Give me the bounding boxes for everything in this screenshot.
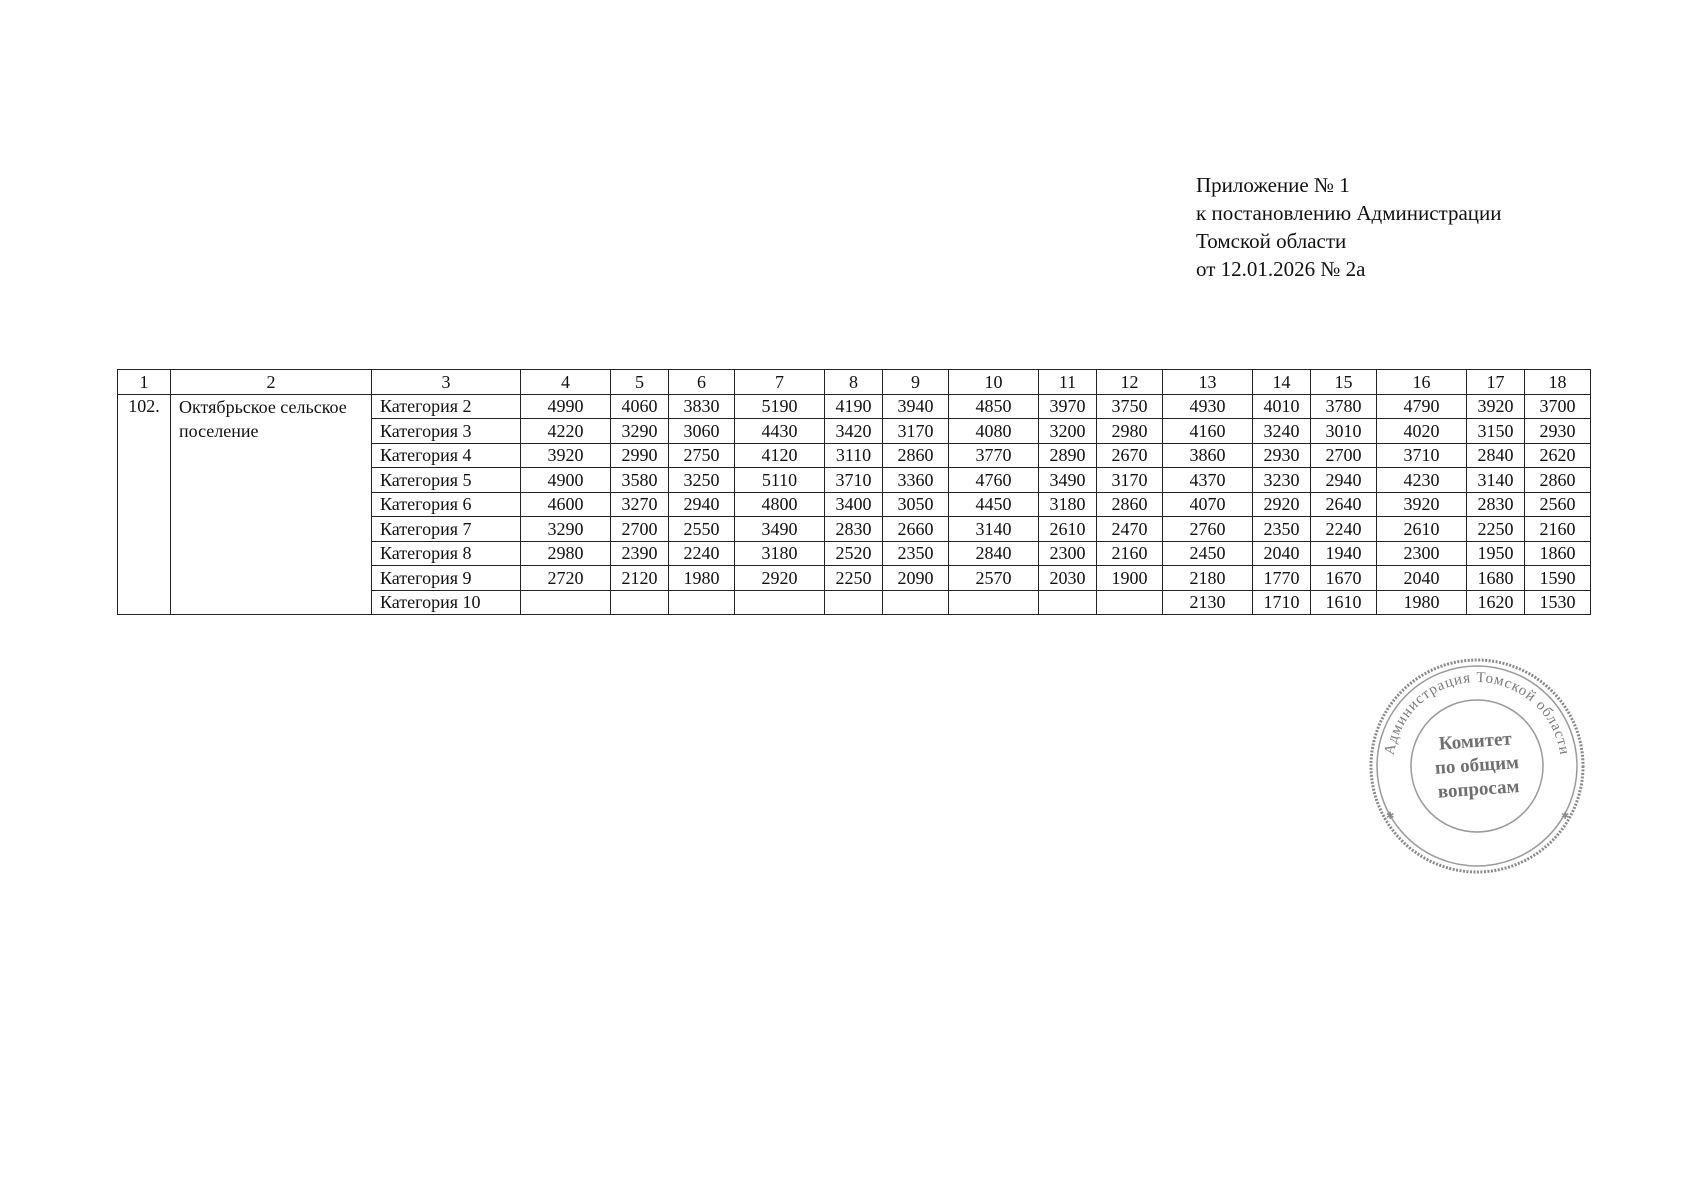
value-cell bbox=[949, 590, 1039, 615]
value-cell bbox=[1039, 590, 1097, 615]
value-cell: 2920 bbox=[1253, 492, 1311, 517]
value-cell bbox=[883, 590, 949, 615]
value-cell: 2980 bbox=[1097, 419, 1163, 444]
value-cell: 2860 bbox=[1097, 492, 1163, 517]
value-cell: 2240 bbox=[669, 541, 735, 566]
value-cell: 3250 bbox=[669, 468, 735, 493]
value-cell: 2040 bbox=[1377, 566, 1467, 591]
value-cell: 3360 bbox=[883, 468, 949, 493]
value-cell: 3920 bbox=[521, 443, 611, 468]
value-cell bbox=[611, 590, 669, 615]
value-cell: 2620 bbox=[1525, 443, 1591, 468]
value-cell: 2160 bbox=[1097, 541, 1163, 566]
value-cell: 3920 bbox=[1377, 492, 1467, 517]
value-cell: 4790 bbox=[1377, 394, 1467, 419]
stamp-ring-text: Администрация Томской области bbox=[1381, 669, 1573, 757]
value-cell: 3270 bbox=[611, 492, 669, 517]
column-number-cell: 10 bbox=[949, 370, 1039, 395]
settlement-name-cell: Октябрьское сельское поселение bbox=[171, 394, 372, 615]
value-cell: 3180 bbox=[1039, 492, 1097, 517]
value-cell: 2180 bbox=[1163, 566, 1253, 591]
value-cell: 3180 bbox=[735, 541, 825, 566]
stamp-star-left: ✱ bbox=[1386, 811, 1395, 822]
value-cell: 2250 bbox=[1467, 517, 1525, 542]
value-cell: 3230 bbox=[1253, 468, 1311, 493]
value-cell: 2840 bbox=[1467, 443, 1525, 468]
stamp-center-line-3: вопросам bbox=[1437, 776, 1521, 803]
value-cell: 4070 bbox=[1163, 492, 1253, 517]
column-number-cell: 15 bbox=[1311, 370, 1377, 395]
column-number-cell: 8 bbox=[825, 370, 883, 395]
value-cell: 3940 bbox=[883, 394, 949, 419]
category-cell: Категория 6 bbox=[372, 492, 521, 517]
value-cell: 3830 bbox=[669, 394, 735, 419]
value-cell: 3490 bbox=[1039, 468, 1097, 493]
value-cell: 3110 bbox=[825, 443, 883, 468]
value-cell: 2700 bbox=[611, 517, 669, 542]
stamp-star-right: ✱ bbox=[1561, 811, 1570, 822]
column-number-cell: 11 bbox=[1039, 370, 1097, 395]
value-cell: 4430 bbox=[735, 419, 825, 444]
column-number-cell: 5 bbox=[611, 370, 669, 395]
value-cell: 2860 bbox=[1525, 468, 1591, 493]
column-number-cell: 4 bbox=[521, 370, 611, 395]
value-cell: 4990 bbox=[521, 394, 611, 419]
value-cell: 1530 bbox=[1525, 590, 1591, 615]
value-cell: 2860 bbox=[883, 443, 949, 468]
category-cell: Категория 7 bbox=[372, 517, 521, 542]
category-cell: Категория 4 bbox=[372, 443, 521, 468]
value-cell: 3580 bbox=[611, 468, 669, 493]
table-row bbox=[118, 394, 1591, 419]
value-cell: 1710 bbox=[1253, 590, 1311, 615]
value-cell: 2840 bbox=[949, 541, 1039, 566]
value-cell: 2940 bbox=[669, 492, 735, 517]
value-cell: 3140 bbox=[1467, 468, 1525, 493]
value-cell: 3970 bbox=[1039, 394, 1097, 419]
category-cell: Категория 3 bbox=[372, 419, 521, 444]
value-cell: 2120 bbox=[611, 566, 669, 591]
value-cell: 2550 bbox=[669, 517, 735, 542]
value-cell: 4190 bbox=[825, 394, 883, 419]
column-number-cell: 6 bbox=[669, 370, 735, 395]
value-cell: 4850 bbox=[949, 394, 1039, 419]
value-cell: 3060 bbox=[669, 419, 735, 444]
column-number-cell: 17 bbox=[1467, 370, 1525, 395]
value-cell: 2640 bbox=[1311, 492, 1377, 517]
value-cell: 2990 bbox=[611, 443, 669, 468]
value-cell: 2830 bbox=[1467, 492, 1525, 517]
value-cell: 1610 bbox=[1311, 590, 1377, 615]
category-cell: Категория 8 bbox=[372, 541, 521, 566]
value-cell: 3490 bbox=[735, 517, 825, 542]
value-cell: 2250 bbox=[825, 566, 883, 591]
official-stamp bbox=[1366, 655, 1588, 877]
value-cell: 4060 bbox=[611, 394, 669, 419]
value-cell: 2930 bbox=[1525, 419, 1591, 444]
value-cell: 1670 bbox=[1311, 566, 1377, 591]
value-cell: 3150 bbox=[1467, 419, 1525, 444]
value-cell: 4220 bbox=[521, 419, 611, 444]
value-cell: 2750 bbox=[669, 443, 735, 468]
value-cell: 4230 bbox=[1377, 468, 1467, 493]
column-number-cell: 1 bbox=[118, 370, 171, 395]
value-cell: 3920 bbox=[1467, 394, 1525, 419]
column-number-cell: 9 bbox=[883, 370, 949, 395]
column-number-cell: 13 bbox=[1163, 370, 1253, 395]
value-cell: 4450 bbox=[949, 492, 1039, 517]
tariff-table bbox=[117, 369, 1591, 615]
value-cell: 3710 bbox=[1377, 443, 1467, 468]
value-cell: 2520 bbox=[825, 541, 883, 566]
value-cell: 3860 bbox=[1163, 443, 1253, 468]
appendix-ref-line: к постановлению Администрации bbox=[1196, 201, 1502, 225]
value-cell: 2350 bbox=[1253, 517, 1311, 542]
value-cell: 1590 bbox=[1525, 566, 1591, 591]
value-cell: 2700 bbox=[1311, 443, 1377, 468]
column-number-cell: 12 bbox=[1097, 370, 1163, 395]
column-number-cell: 16 bbox=[1377, 370, 1467, 395]
value-cell: 1860 bbox=[1525, 541, 1591, 566]
value-cell: 2610 bbox=[1039, 517, 1097, 542]
value-cell: 2720 bbox=[521, 566, 611, 591]
value-cell: 2240 bbox=[1311, 517, 1377, 542]
stamp-center-line-1: Комитет bbox=[1438, 728, 1513, 755]
value-cell bbox=[1097, 590, 1163, 615]
value-cell: 4120 bbox=[735, 443, 825, 468]
value-cell: 1980 bbox=[669, 566, 735, 591]
value-cell: 3400 bbox=[825, 492, 883, 517]
value-cell: 1680 bbox=[1467, 566, 1525, 591]
value-cell: 3010 bbox=[1311, 419, 1377, 444]
appendix-date-line: от 12.01.2026 № 2а bbox=[1196, 257, 1366, 281]
value-cell: 4160 bbox=[1163, 419, 1253, 444]
value-cell: 4080 bbox=[949, 419, 1039, 444]
value-cell: 2610 bbox=[1377, 517, 1467, 542]
value-cell bbox=[735, 590, 825, 615]
column-number-row bbox=[118, 370, 1591, 395]
value-cell: 2090 bbox=[883, 566, 949, 591]
category-cell: Категория 2 bbox=[372, 394, 521, 419]
value-cell: 4930 bbox=[1163, 394, 1253, 419]
category-cell: Категория 5 bbox=[372, 468, 521, 493]
value-cell: 3140 bbox=[949, 517, 1039, 542]
value-cell: 2890 bbox=[1039, 443, 1097, 468]
value-cell: 4800 bbox=[735, 492, 825, 517]
value-cell: 2300 bbox=[1039, 541, 1097, 566]
value-cell: 2670 bbox=[1097, 443, 1163, 468]
value-cell: 3050 bbox=[883, 492, 949, 517]
column-number-cell: 18 bbox=[1525, 370, 1591, 395]
value-cell: 3750 bbox=[1097, 394, 1163, 419]
value-cell: 2980 bbox=[521, 541, 611, 566]
appendix-header bbox=[1196, 171, 1502, 283]
value-cell: 2930 bbox=[1253, 443, 1311, 468]
value-cell: 3290 bbox=[611, 419, 669, 444]
value-cell: 2030 bbox=[1039, 566, 1097, 591]
value-cell: 3710 bbox=[825, 468, 883, 493]
appendix-authority-line: Томской области bbox=[1196, 229, 1347, 253]
value-cell: 1620 bbox=[1467, 590, 1525, 615]
value-cell: 4760 bbox=[949, 468, 1039, 493]
value-cell: 3290 bbox=[521, 517, 611, 542]
value-cell: 2450 bbox=[1163, 541, 1253, 566]
value-cell: 1770 bbox=[1253, 566, 1311, 591]
value-cell: 2130 bbox=[1163, 590, 1253, 615]
value-cell: 4600 bbox=[521, 492, 611, 517]
value-cell: 2300 bbox=[1377, 541, 1467, 566]
value-cell bbox=[669, 590, 735, 615]
value-cell: 2390 bbox=[611, 541, 669, 566]
value-cell: 1900 bbox=[1097, 566, 1163, 591]
value-cell: 2940 bbox=[1311, 468, 1377, 493]
value-cell: 2560 bbox=[1525, 492, 1591, 517]
value-cell: 2920 bbox=[735, 566, 825, 591]
value-cell: 3240 bbox=[1253, 419, 1311, 444]
value-cell: 2760 bbox=[1163, 517, 1253, 542]
value-cell: 4370 bbox=[1163, 468, 1253, 493]
value-cell: 3170 bbox=[883, 419, 949, 444]
column-number-cell: 2 bbox=[171, 370, 372, 395]
value-cell: 1980 bbox=[1377, 590, 1467, 615]
column-number-cell: 7 bbox=[735, 370, 825, 395]
value-cell: 5110 bbox=[735, 468, 825, 493]
value-cell: 2350 bbox=[883, 541, 949, 566]
category-cell: Категория 9 bbox=[372, 566, 521, 591]
value-cell: 2040 bbox=[1253, 541, 1311, 566]
value-cell: 4900 bbox=[521, 468, 611, 493]
value-cell: 5190 bbox=[735, 394, 825, 419]
value-cell: 4010 bbox=[1253, 394, 1311, 419]
value-cell bbox=[825, 590, 883, 615]
appendix-title: Приложение № 1 bbox=[1196, 173, 1350, 197]
value-cell: 3780 bbox=[1311, 394, 1377, 419]
stamp-center-line-2: по общим bbox=[1434, 752, 1520, 779]
category-cell: Категория 10 bbox=[372, 590, 521, 615]
value-cell: 4020 bbox=[1377, 419, 1467, 444]
value-cell: 2160 bbox=[1525, 517, 1591, 542]
value-cell: 2570 bbox=[949, 566, 1039, 591]
value-cell: 3770 bbox=[949, 443, 1039, 468]
value-cell: 1940 bbox=[1311, 541, 1377, 566]
value-cell: 2470 bbox=[1097, 517, 1163, 542]
value-cell bbox=[521, 590, 611, 615]
value-cell: 2660 bbox=[883, 517, 949, 542]
value-cell: 3700 bbox=[1525, 394, 1591, 419]
column-number-cell: 3 bbox=[372, 370, 521, 395]
value-cell: 1950 bbox=[1467, 541, 1525, 566]
value-cell: 3170 bbox=[1097, 468, 1163, 493]
value-cell: 3200 bbox=[1039, 419, 1097, 444]
column-number-cell: 14 bbox=[1253, 370, 1311, 395]
value-cell: 2830 bbox=[825, 517, 883, 542]
value-cell: 3420 bbox=[825, 419, 883, 444]
entry-number-cell: 102. bbox=[118, 394, 171, 615]
